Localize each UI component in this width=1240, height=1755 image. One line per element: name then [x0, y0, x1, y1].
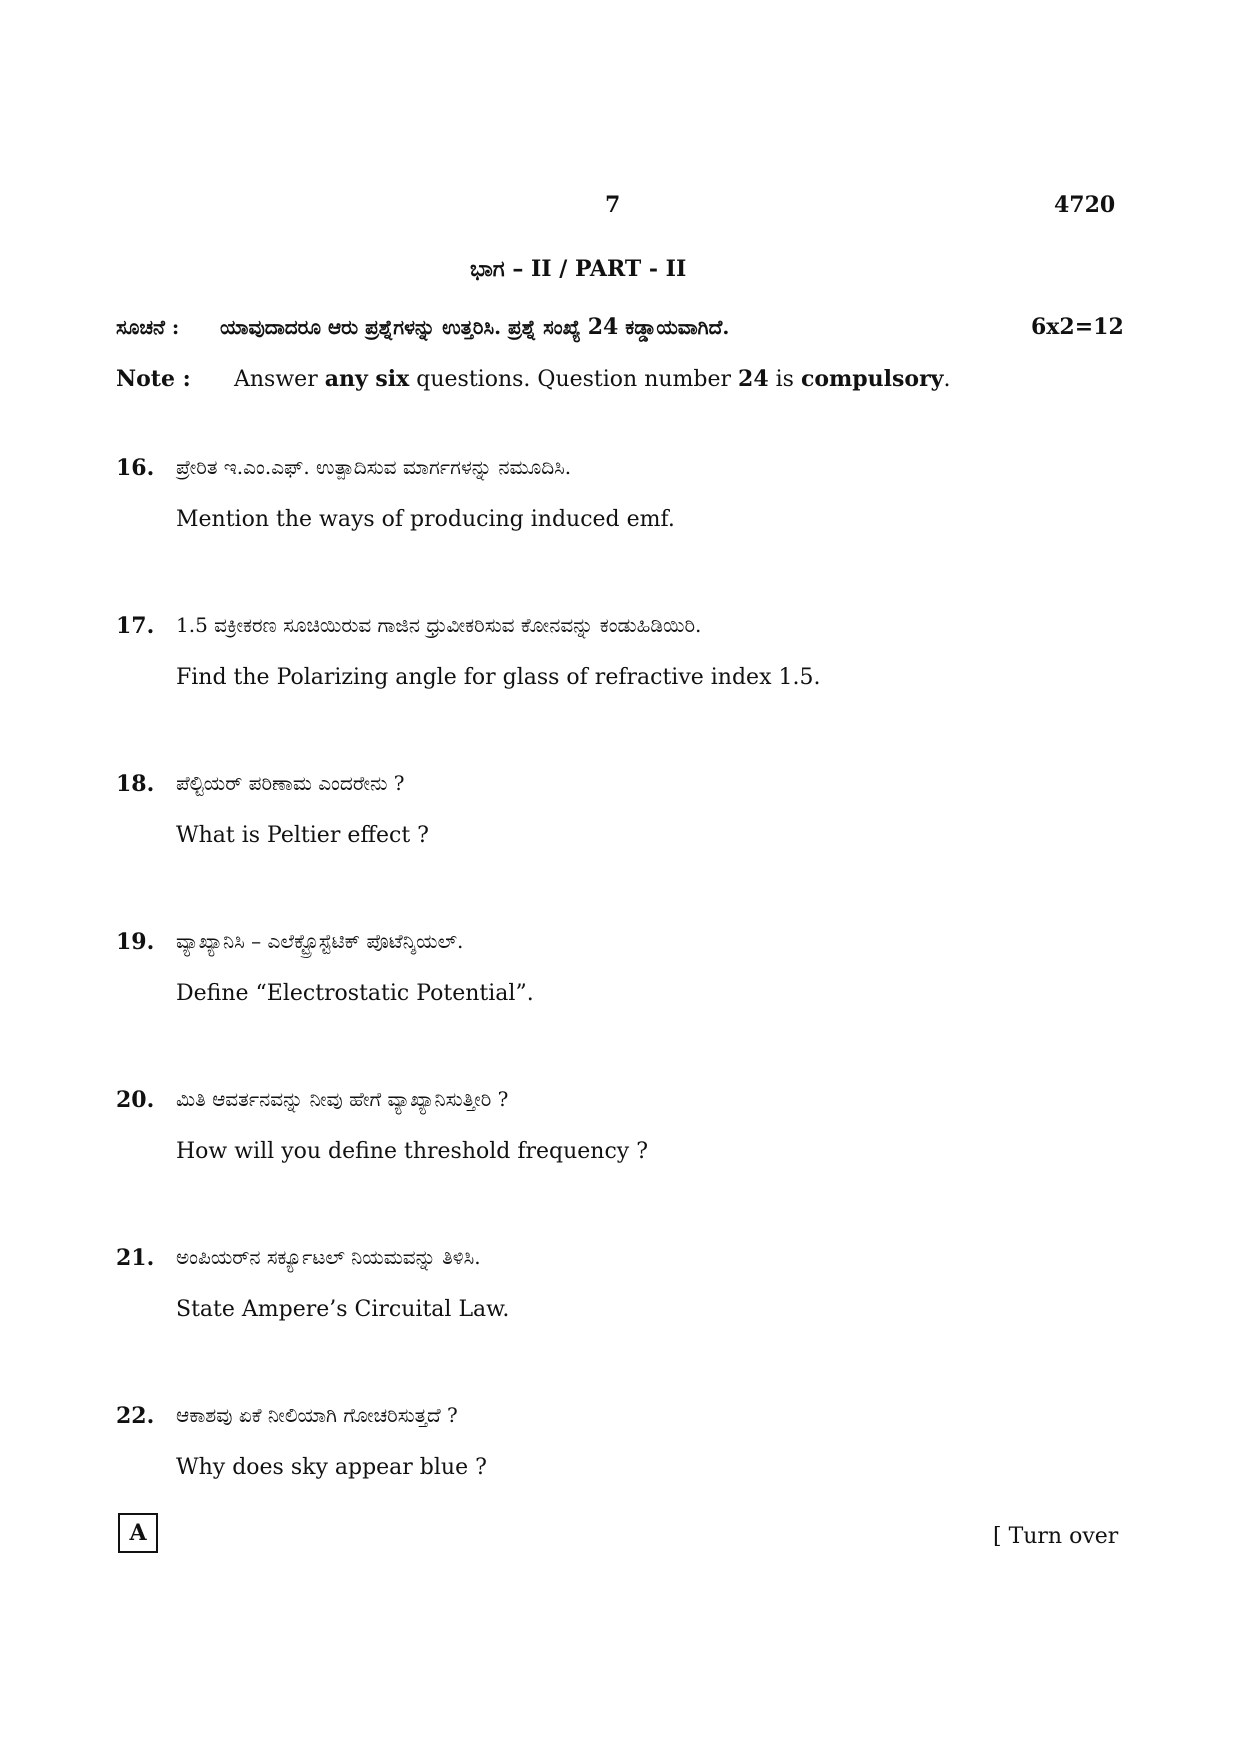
version-label: A — [129, 1520, 147, 1546]
question-number: 20. — [116, 1087, 155, 1113]
part-title: ಭಾಗ – II / PART - II — [470, 256, 687, 282]
kannada-instruction-number: 24 — [587, 314, 619, 340]
english-instruction-text-d: . — [943, 367, 951, 392]
question-kannada: ಪ್ರೇರಿತ ಇ.ಎಂ.ಎಫ್. ಉತ್ಪಾದಿಸುವ ಮಾರ್ಗಗಳನ್ನು ನಮೂದಿಸಿ. — [176, 455, 572, 479]
question-number: 17. — [116, 613, 155, 639]
question-number: 18. — [116, 771, 155, 797]
question-kannada: ಆಕಾಶವು ಏಕೆ ನೀಲಿಯಾಗಿ ಗೋಚರಿಸುತ್ತದೆ ? — [176, 1403, 458, 1427]
question-english: Mention the ways of producing induced emf. — [176, 507, 675, 532]
english-instruction — [116, 366, 950, 392]
question-number: 16. — [116, 455, 155, 481]
question-number: 19. — [116, 929, 155, 955]
kannada-instruction — [116, 314, 729, 340]
english-instruction-text-a: Answer — [234, 367, 325, 392]
english-instruction-bold-1: any six — [324, 366, 410, 392]
english-instruction-bold-2: 24 — [738, 366, 769, 392]
question-english: How will you define threshold frequency ? — [176, 1139, 649, 1164]
question-english: State Ampere’s Circuital Law. — [176, 1297, 510, 1322]
turn-over-note: [ Turn over — [993, 1524, 1119, 1549]
english-instruction-label: Note : — [116, 366, 191, 392]
question-kannada: ಮಿತಿ ಆವರ್ತನವನ್ನು ನೀವು ಹೇಗೆ ವ್ಯಾಖ್ಯಾನಿಸುತ್ತೀರಿ ? — [176, 1087, 509, 1111]
question-number: 22. — [116, 1403, 155, 1429]
question-kannada: ವ್ಯಾಖ್ಯಾನಿಸಿ – ಎಲೆಕ್ಟ್ರೊಸ್ಟೆಟಿಕ್ ಪೊಟೆನ್ಶಿಯಲ್. — [176, 929, 464, 953]
question-number: 21. — [116, 1245, 155, 1271]
kannada-instruction-text-a: ಯಾವುದಾದರೂ ಆರು ಪ್ರಶ್ನೆಗಳನ್ನು ಉತ್ತರಿಸಿ. ಪ್ರಶ್ನೆ ಸಂಖ್ಯೆ — [220, 315, 588, 339]
page-number: 7 — [605, 192, 621, 218]
kannada-instruction-text-b: ಕಡ್ಡಾಯವಾಗಿದೆ. — [618, 315, 730, 339]
english-instruction-bold-3: compulsory — [800, 366, 944, 392]
question-english: Find the Polarizing angle for glass of refractive index 1.5. — [176, 665, 821, 690]
question-kannada: ಪೆಲ್ಟಿಯರ್ ಪರಿಣಾಮ ಎಂದರೇನು ? — [176, 771, 405, 795]
kannada-instruction-label: ಸೂಚನೆ : — [116, 315, 180, 339]
english-instruction-text-c: is — [768, 367, 801, 392]
marks-allocation: 6x2=12 — [1031, 314, 1124, 340]
question-kannada: ಅಂಪಿಯರ್‌ನ ಸರ್ಕ್ಯೂಟಲ್ ನಿಯಮವನ್ನು ತಿಳಿಸಿ. — [176, 1245, 481, 1269]
question-kannada: 1.5 ವಕ್ರೀಕರಣ ಸೂಚಿಯಿರುವ ಗಾಜಿನ ಧ್ರುವೀಕರಿಸುವ ಕೋನವನ್ನು ಕಂಡುಹಿಡಿಯಿರಿ. — [176, 613, 702, 637]
question-english: Why does sky appear blue ? — [176, 1455, 487, 1480]
question-english: Define “Electrostatic Potential”. — [176, 981, 534, 1006]
version-box — [118, 1513, 158, 1553]
english-instruction-text-b: questions. Question number — [409, 367, 739, 392]
paper-code: 4720 — [1054, 192, 1116, 218]
question-english: What is Peltier effect ? — [176, 823, 429, 848]
